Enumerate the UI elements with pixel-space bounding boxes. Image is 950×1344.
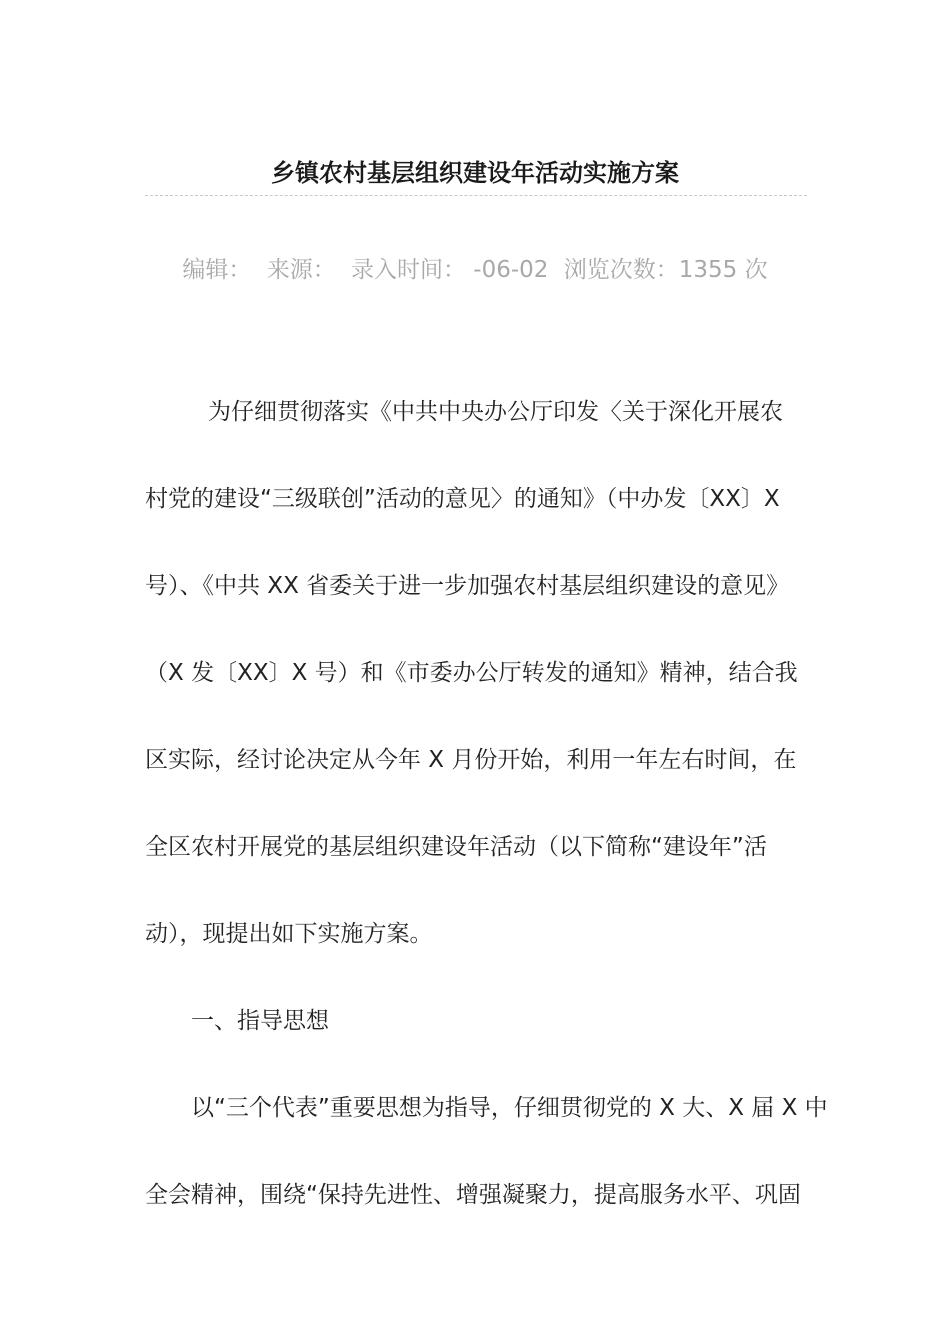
title-divider (145, 195, 807, 196)
body-line: 村党的建设“三级联创”活动的意见〉的通知》（中办发〔XX〕X (145, 486, 780, 512)
meta-entry-time: 录入时间： -06-02 (351, 257, 549, 283)
document-title: 乡镇农村基层组织建设年活动实施方案 (271, 159, 679, 187)
body-line: 全会精神，围绕“保持先进性、增强凝聚力，提高服务水平、巩固 (145, 1182, 801, 1208)
body-line: （X 发〔XX〕X 号）和《市委办公厅转发的通知》精神，结合我 (145, 660, 798, 686)
body-line: 全区农村开展党的基层组织建设年活动（以下简称“建设年”活 (145, 834, 767, 860)
meta-views: 浏览次数：1355 次 (563, 257, 768, 283)
body-line: 区实际，经讨论决定从今年 X 月份开始，利用一年左右时间，在 (145, 747, 797, 773)
meta-source: 来源： (266, 257, 336, 283)
section-heading: 一、指导思想 (191, 1008, 329, 1034)
body-line: 号）、《中共 XX 省委关于进一步加强农村基层组织建设的意见》 (145, 573, 790, 599)
body-line: 以“三个代表”重要思想为指导，仔细贯彻党的 X 大、X 届 X 中 (191, 1095, 828, 1121)
body-line: 动），现提出如下实施方案。 (145, 921, 433, 947)
document-meta (0, 252, 950, 288)
meta-editor: 编辑： (182, 257, 252, 283)
body-line: 为仔细贯彻落实《中共中央办公厅印发〈关于深化开展农 (208, 399, 783, 425)
